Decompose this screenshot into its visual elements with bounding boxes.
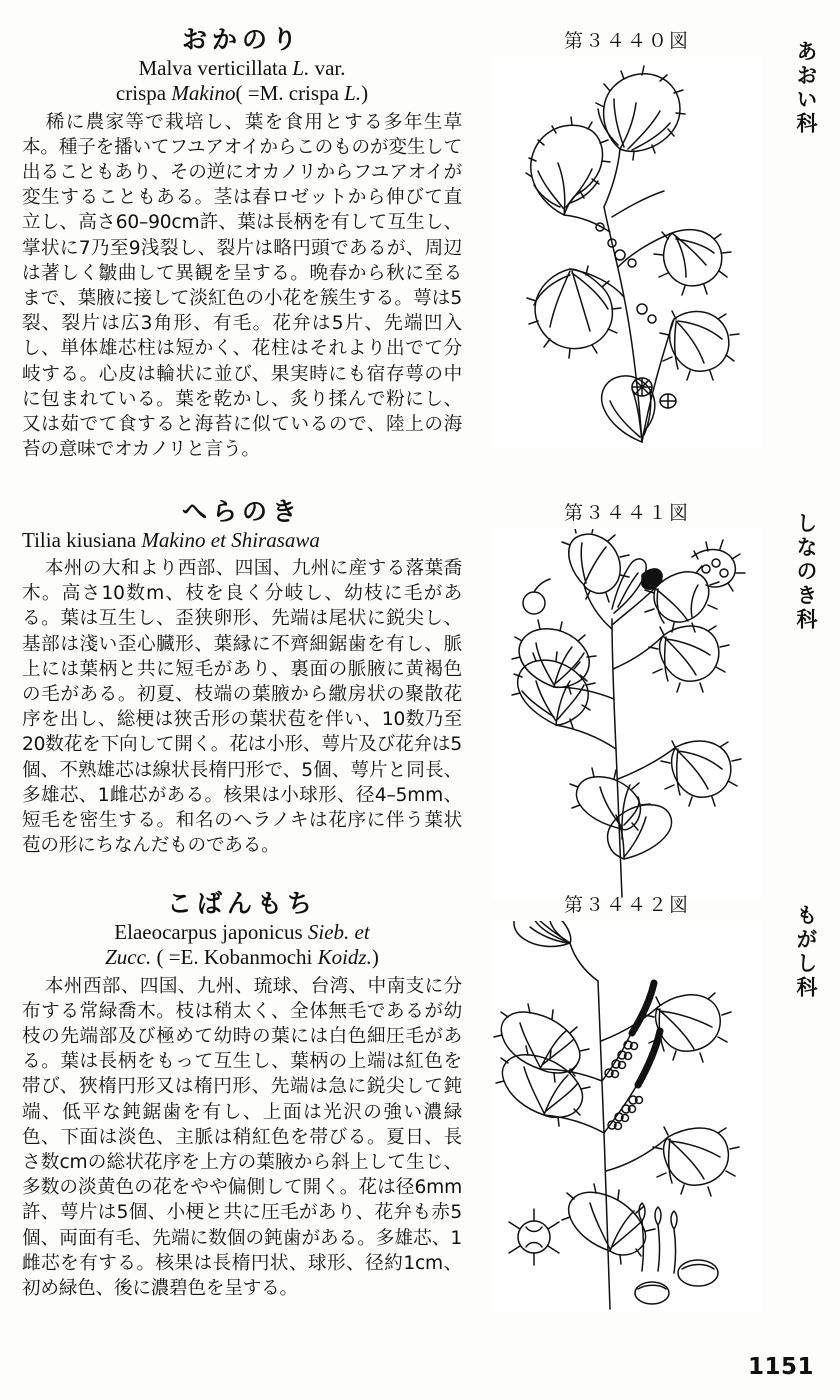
figure-illustration-malva	[492, 57, 762, 447]
entry-latin-name-line-1: Tilia kiusiana Makino et Shirasawa	[22, 527, 320, 552]
family-name-vertical: もがし科	[794, 904, 818, 1000]
entry-japanese-name: こばんもち	[166, 889, 317, 918]
entry-description-text: 稀に農家等で栽培し、葉を食用とする多年生草本。種子を播いてフユアオイからこのものが変生して出ることもあり、その逆にオカノリからフユアオイが変生することもある。茎は春ロゼットから伸びて直立し、高さ60–90cm許、葉は長柄を有して互生し、掌状に7乃至9浅裂し、裂片は略円頭であるが、周辺は著しく皺曲して異観を呈する。晩春から秋に至るまで、葉腋に接して淡紅色の小花を簇生する。萼は5裂、裂片は広3角形、有毛。花弁は5片、先端凹入し、単体雄芯柱は短かく、花柱はそれより出でて分岐する。心皮は輪状に並び、果実時にも宿存萼の中に包まれている。葉を乾かし、炙り揉んで粉にし、又は茹でて食すると海苔に似ているので、陸上の海苔の意味でオカノリと言う。	[22, 111, 462, 461]
entry-latin-name-line-1: Malva verticillata L. var.	[138, 55, 346, 80]
figure-caption: 第３４４２図	[563, 894, 690, 916]
entry-text-column	[22, 890, 462, 1301]
entry-description	[22, 110, 462, 463]
entry-latin-name-line-1: Elaeocarpus japonicus Sieb. et	[114, 919, 370, 944]
entry-description-text: 本州西部、四国、九州、琉球、台湾、中南支に分布する常緑喬木。枝は稍太く、全体無毛であるが幼枝の先端部及び極めて幼時の葉には白色細圧毛がある。葉は長柄をもって互生し、葉柄の上端は紅色を帯び、狹楕円形又は楕円形、先端は急に鋭尖して鈍端、低平な鈍鋸歯を有し、上面は光沢の強い濃緑色、下面は淡色、主脈は稍紅色を帯びる。夏日、長さ数cmの総状花序を上方の葉腋から斜上して生じ、多数の淡黄色の花をやや偏側して開く。花は径6mm許、萼片は5個、小梗と共に圧毛があり、花弁も赤5個、両面有毛、先端に数個の鈍歯がある。多雄芯、1雌芯を有する。核果は長楕円状、球形、径約1cm、初め緑色、後に濃碧色を呈する。	[22, 975, 462, 1299]
entry-text-column	[22, 498, 462, 858]
entry-japanese-name: へらのき	[181, 497, 302, 526]
figure-illustration-tilia	[492, 529, 762, 899]
entry-description-text: 本州の大和より西部、四国、九州に産する落葉喬木。高さ10数m、枝を良く分岐し、幼枝に毛がある。葉は互生し、歪狭卵形、先端は尾状に鋭尖し、基部は淺い歪心臓形、葉縁に不齊細鋸歯を有し、脈上には葉柄と共に短毛があり、裏面の脈腋に黄褐色の毛がある。初夏、枝端の葉腋から繖房状の聚散花序を出し、総梗は狹舌形の葉状苞を伴い、10数乃至20数花を下向して開く。花は小形、萼片及び花弁は5個、不熟雄芯は線状長楕円形で、5個、萼片と同長、多雄芯、1雌芯がある。核果は小球形、径4–5mm、短毛を密生する。和名のヘラノキは花序に伴う葉状苞の形にちなんだものである。	[22, 558, 462, 857]
family-name-vertical: あおい科	[794, 40, 818, 136]
figure-illustration-elaeocarpus	[492, 921, 762, 1311]
page-number: 1151	[747, 1354, 814, 1380]
figure-caption: 第３４４０図	[563, 30, 690, 52]
entry-figure-column	[492, 26, 822, 447]
entry-latin-name-line-2: Zucc. ( =E. Kobanmochi Koidz.)	[105, 945, 379, 970]
entry-latin-name-line-2: crispa Makino( =M. crispa L.)	[115, 81, 369, 106]
entry-japanese-name: おかのり	[181, 25, 302, 54]
entry-figure-column	[492, 498, 822, 899]
figure-caption: 第３４４１図	[563, 502, 690, 524]
entry-description	[22, 556, 462, 858]
family-name-vertical: しなのき科	[794, 512, 818, 632]
entry-figure-column	[492, 890, 822, 1311]
entry-text-column	[22, 26, 462, 462]
entry-description	[22, 974, 462, 1301]
